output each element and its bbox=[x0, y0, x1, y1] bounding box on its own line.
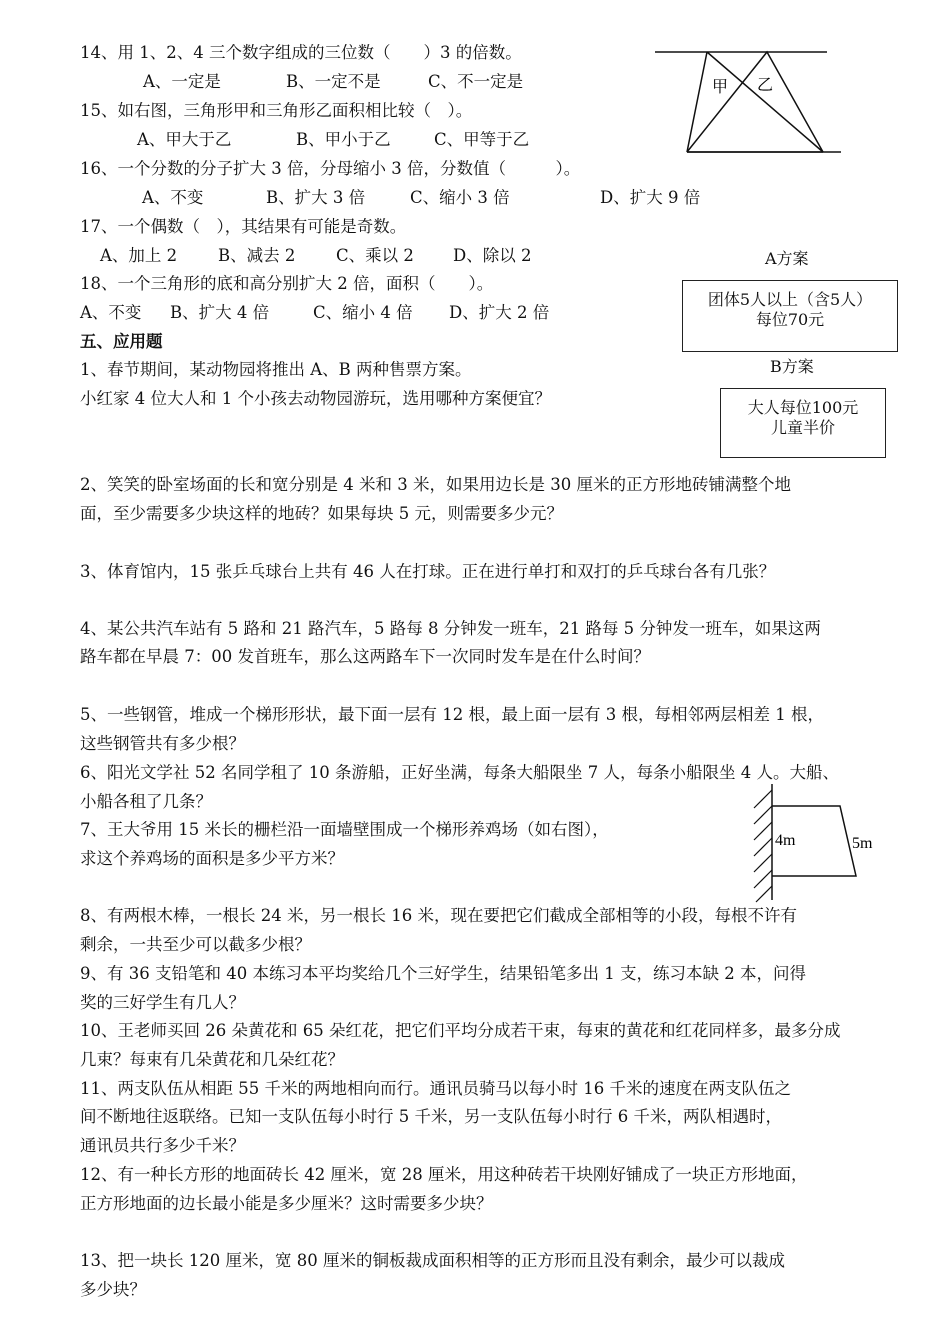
label-yi: 乙 bbox=[757, 75, 774, 94]
q14-option-a: A、一定是 bbox=[143, 72, 221, 91]
triangle-figure bbox=[655, 40, 845, 165]
problem-8-line-2: 剩余，一共至少可以截多少根？ bbox=[80, 935, 311, 954]
problem-5-line-1: 5、一些钢管，堆成一个梯形形状，最下面一层有 12 根，最上面一层有 3 根，每相邻两层相差 1 根， bbox=[80, 705, 824, 724]
problem-11-line-2: 间不断地往返联络。已知一支队伍每小时行 5 千米，另一支队伍每小时行 6 千米，两队相遇时， bbox=[80, 1107, 782, 1126]
trapezoid-side-label: 5m bbox=[852, 835, 873, 852]
plan-b-caption: B方案 bbox=[770, 357, 814, 376]
q15-option-b: B、甲小于乙 bbox=[296, 130, 391, 149]
problem-1-line-2: 小红家 4 位大人和 1 个小孩去动物园游玩，选用哪种方案便宜？ bbox=[80, 389, 551, 408]
q18-text: 18、一个三角形的底和高分别扩大 2 倍，面积（ ）。 bbox=[80, 274, 494, 293]
q18-option-c: C、缩小 4 倍 bbox=[313, 303, 413, 322]
problem-9-line-2: 奖的三好学生有几人？ bbox=[80, 993, 245, 1012]
problem-11-line-3: 通讯员共行多少千米？ bbox=[80, 1136, 245, 1155]
q15-text: 15、如右图，三角形甲和三角形乙面积相比较（ ）。 bbox=[80, 101, 473, 120]
plan-a-caption: A方案 bbox=[765, 249, 809, 268]
q14-option-c: C、不一定是 bbox=[428, 72, 524, 91]
plan-b-line2: 儿童半价 bbox=[770, 418, 835, 437]
q14-text: 14、用 1、2、4 三个数字组成的三位数（ ）3 的倍数。 bbox=[80, 43, 522, 62]
plan-b-box bbox=[720, 388, 886, 458]
q16-option-c: C、缩小 3 倍 bbox=[410, 188, 510, 207]
problem-5-line-2: 这些钢管共有多少根？ bbox=[80, 734, 245, 753]
problem-4-line-1: 4、某公共汽车站有 5 路和 21 路汽车，5 路每 8 分钟发一班车，21 路每 5 分钟发一班车，如果这两 bbox=[80, 619, 821, 638]
problem-10-line-1: 10、王老师买回 26 朵黄花和 65 朵红花，把它们平均分成若干束，每束的黄花和红花同样多，最多分成 bbox=[80, 1021, 841, 1040]
q17-option-d: D、除以 2 bbox=[453, 246, 532, 265]
problem-2-line-1: 2、笑笑的卧室场面的长和宽分别是 4 米和 3 米，如果用边长是 30 厘米的正方形地砖铺满整个地 bbox=[80, 475, 791, 494]
trapezoid-height-label: 4m bbox=[775, 832, 796, 849]
plan-b-line1: 大人每位100元 bbox=[747, 398, 859, 417]
trapezoid-figure bbox=[748, 782, 888, 902]
problem-3-line-1: 3、体育馆内，15 张乒乓球台上共有 46 人在打球。正在进行单打和双打的乒乓球台各有几张？ bbox=[80, 562, 776, 581]
problem-12-line-1: 12、有一种长方形的地面砖长 42 厘米，宽 28 厘米，用这种砖若干块刚好铺成了一块正方形地面， bbox=[80, 1165, 808, 1184]
problem-2-line-2: 面，至少需要多少块这样的地砖？如果每块 5 元，则需要多少元？ bbox=[80, 504, 563, 523]
q14-option-b: B、一定不是 bbox=[286, 72, 381, 91]
problem-10-line-2: 几束？每束有几朵黄花和几朵红花？ bbox=[80, 1050, 344, 1069]
q17-option-c: C、乘以 2 bbox=[336, 246, 414, 265]
problem-11-line-1: 11、两支队伍从相距 55 千米的两地相向而行。通讯员骑马以每小时 16 千米的速度在两支队伍之 bbox=[80, 1079, 791, 1098]
problem-12-line-2: 正方形地面的边长最小能是多少厘米？这时需要多少块？ bbox=[80, 1194, 493, 1213]
section-title: 五、应用题 bbox=[80, 332, 163, 351]
q18-option-b: B、扩大 4 倍 bbox=[170, 303, 270, 322]
q15-option-c: C、甲等于乙 bbox=[434, 130, 530, 149]
problem-1-line-1: 1、春节期间，某动物园将推出 A、B 两种售票方案。 bbox=[80, 360, 472, 379]
q18-option-d: D、扩大 2 倍 bbox=[449, 303, 550, 322]
q16-text: 16、一个分数的分子扩大 3 倍，分母缩小 3 倍，分数值（ ）。 bbox=[80, 159, 581, 178]
problem-7-line-2: 求这个养鸡场的面积是多少平方米？ bbox=[80, 849, 344, 868]
plan-a-line1: 团体5人以上（含5人） bbox=[707, 290, 873, 309]
plan-a-box bbox=[682, 280, 898, 352]
problem-6-line-1: 6、阳光文学社 52 名同学租了 10 条游船，正好坐满，每条大船限坐 7 人，每条小船限坐 4 人。大船、 bbox=[80, 763, 839, 782]
problem-13-line-1: 13、把一块长 120 厘米，宽 80 厘米的铜板裁成面积相等的正方形而且没有剩余，最少可以裁成 bbox=[80, 1251, 785, 1270]
problem-6-line-2: 小船各租了几条？ bbox=[80, 792, 212, 811]
q17-text: 17、一个偶数（ ），其结果有可能是奇数。 bbox=[80, 217, 407, 236]
q16-option-b: B、扩大 3 倍 bbox=[266, 188, 366, 207]
q16-option-a: A、不变 bbox=[142, 188, 204, 207]
problem-4-line-2: 路车都在早晨 7：00 发首班车，那么这两路车下一次同时发车是在什么时间？ bbox=[80, 647, 650, 666]
problem-9-line-1: 9、有 36 支铅笔和 40 本练习本平均奖给几个三好学生，结果铅笔多出 1 支，练习本缺 2 本，问得 bbox=[80, 964, 806, 983]
problem-13-line-2: 多少块？ bbox=[80, 1280, 146, 1299]
problem-8-line-1: 8、有两根木棒，一根长 24 米，另一根长 16 米，现在要把它们截成全部相等的小段，每根不许有 bbox=[80, 906, 797, 925]
problem-7-line-1: 7、王大爷用 15 米长的栅栏沿一面墙壁围成一个梯形养鸡场（如右图）， bbox=[80, 820, 609, 839]
q16-option-d: D、扩大 9 倍 bbox=[600, 188, 701, 207]
plan-a-line2: 每位70元 bbox=[755, 310, 825, 329]
q17-option-a: A、加上 2 bbox=[100, 246, 178, 265]
q15-option-a: A、甲大于乙 bbox=[137, 130, 232, 149]
label-jia: 甲 bbox=[712, 77, 729, 96]
q17-option-b: B、减去 2 bbox=[218, 246, 296, 265]
q18-option-a: A、不变 bbox=[80, 303, 142, 322]
